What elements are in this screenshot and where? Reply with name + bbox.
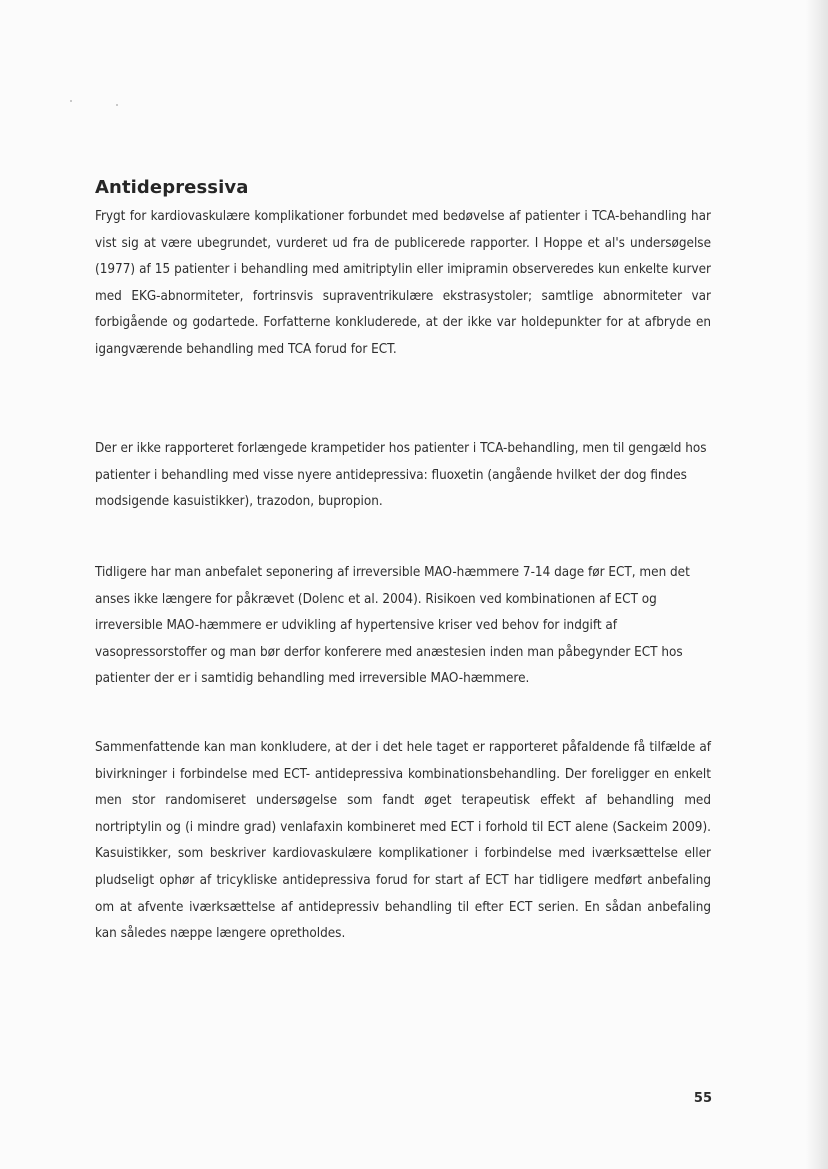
scan-edge-shadow xyxy=(806,0,828,1169)
scan-speck xyxy=(116,104,118,106)
scan-speck xyxy=(70,100,72,102)
section-heading: Antidepressiva xyxy=(95,177,249,198)
paragraph-cardiovascular: Frygt for kardiovaskulære komplikationer forbundet med bedøvelse af patienter i TCA-behandling har vist sig at være ubegrundet, vurderet ud fra de publicerede rapporter. I Hoppe et al's undersøgelse (1977) af 15 patienter i behandling med amitriptylin eller imipramin observeredes kun enkelte kurver med EKG-abnormiteter, fortrinsvis supraventrikulære ekstrasystoler; samtlige abnormiteter var forbigående og godartede. Forfatterne konkluderede, at der ikke var holdepunkter for at afbryde en igangværende behandling med TCA forud for ECT. xyxy=(95,209,711,357)
paragraph-mao-inhibitors: Tidligere har man anbefalet seponering af irreversible MAO-hæmmere 7-14 dage før ECT, men det anses ikke længere for påkrævet (Dolenc et al. 2004). Risikoen ved kombinationen af ECT og irreversible MAO-hæmmere er udvikling af hypertensive kriser ved behov for indgift af vasopressorstoffer og man bør derfor konferere med anæstesien inden man påbegynder ECT hos patienter der er i samtidig behandling med irreversible MAO-hæmmere. xyxy=(95,565,690,687)
paragraph-seizure-duration: Der er ikke rapporteret forlængede krampetider hos patienter i TCA-behandling, men til gengæld hos patienter i behandling med visse nyere antidepressiva: fluoxetin (angående hvilket der dog findes modsigende kasuistikker), trazodon, bupropion. xyxy=(95,441,707,510)
page-number: 55 xyxy=(693,1091,712,1106)
paragraph-summary: Sammenfattende kan man konkludere, at der i det hele taget er rapporteret påfaldende få tilfælde af bivirkninger i forbindelse med ECT- antidepressiva kombinationsbehandling. Der foreligger en enkelt men stor randomiseret undersøgelse som fandt øget terapeutisk effekt af behandling med nortriptylin og (i mindre grad) venlafaxin kombineret med ECT i forhold til ECT alene (Sackeim 2009). Kasuistikker, som beskriver kardiovaskulære komplikationer i forbindelse med iværksættelse eller pludseligt ophør af tricykliske antidepressiva forud for start af ECT har tidligere medført anbefaling om at afvente iværksættelse af antidepressiv behandling til efter ECT serien. En sådan anbefaling kan således næppe længere opretholdes. xyxy=(95,740,711,942)
